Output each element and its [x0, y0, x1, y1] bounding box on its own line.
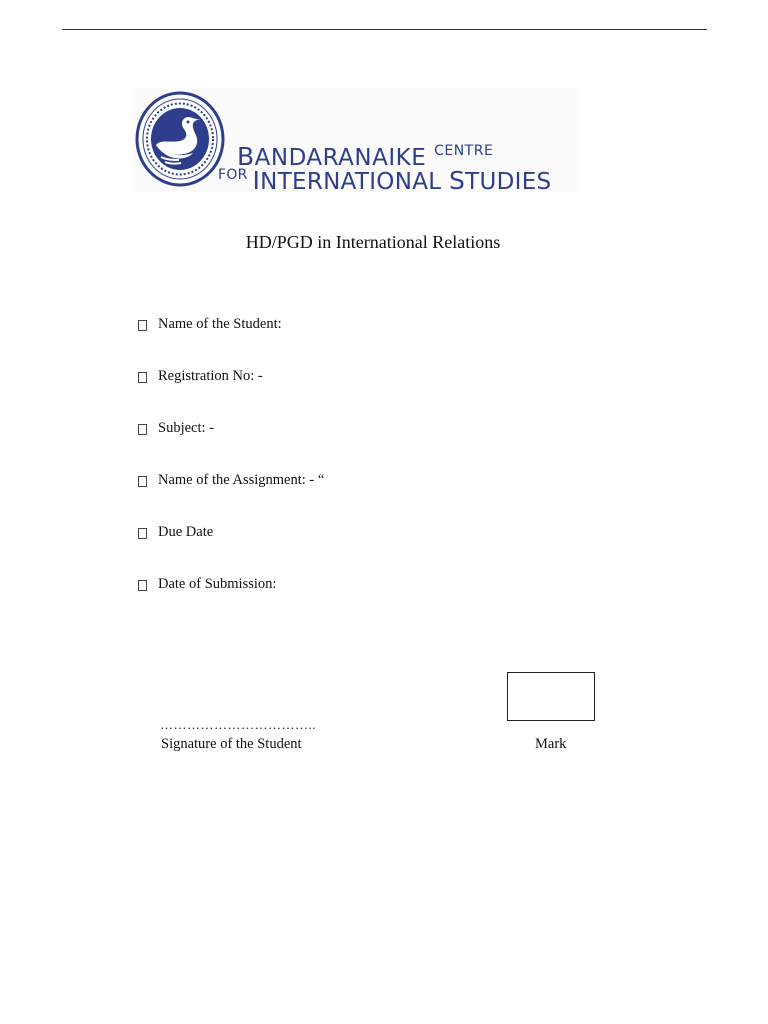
- document-title: HD/PGD in International Relations: [245, 232, 501, 252]
- logo-wordmark-line2: $^{FOR}$ INTERNATIONAL STUDIES: [218, 166, 552, 195]
- signature-label: Signature of the Student: [161, 736, 302, 752]
- field-label: Registration No: -: [158, 368, 263, 384]
- field-due-date: [138, 524, 324, 576]
- mark-box: [507, 672, 595, 721]
- logo-wordmark-line1: BANDARANAIKE $^{CENTRE}$: [237, 142, 494, 171]
- field-label: Name of the Student:: [158, 316, 282, 332]
- field-assignment-name: [138, 472, 324, 524]
- checkbox-icon: [138, 320, 147, 331]
- field-submission-date: [138, 576, 324, 628]
- checkbox-icon: [138, 528, 147, 539]
- swan-seal-icon: [135, 91, 225, 187]
- field-student-name: [138, 316, 324, 368]
- header-rule: [62, 29, 707, 30]
- field-label: Date of Submission:: [158, 576, 277, 592]
- checkbox-icon: [138, 372, 147, 383]
- mark-label: Mark: [535, 736, 567, 752]
- checkbox-icon: [138, 424, 147, 435]
- institution-logo: [132, 88, 578, 195]
- field-label: Name of the Assignment: - “: [158, 472, 325, 488]
- student-details-list: [138, 316, 324, 628]
- checkbox-icon: [138, 476, 147, 487]
- checkbox-icon: [138, 580, 147, 591]
- field-label: Subject: -: [158, 420, 214, 436]
- field-registration-no: [138, 368, 324, 420]
- field-subject: [138, 420, 324, 472]
- signature-line: ……………………………..: [160, 717, 316, 732]
- field-label: Due Date: [158, 524, 214, 540]
